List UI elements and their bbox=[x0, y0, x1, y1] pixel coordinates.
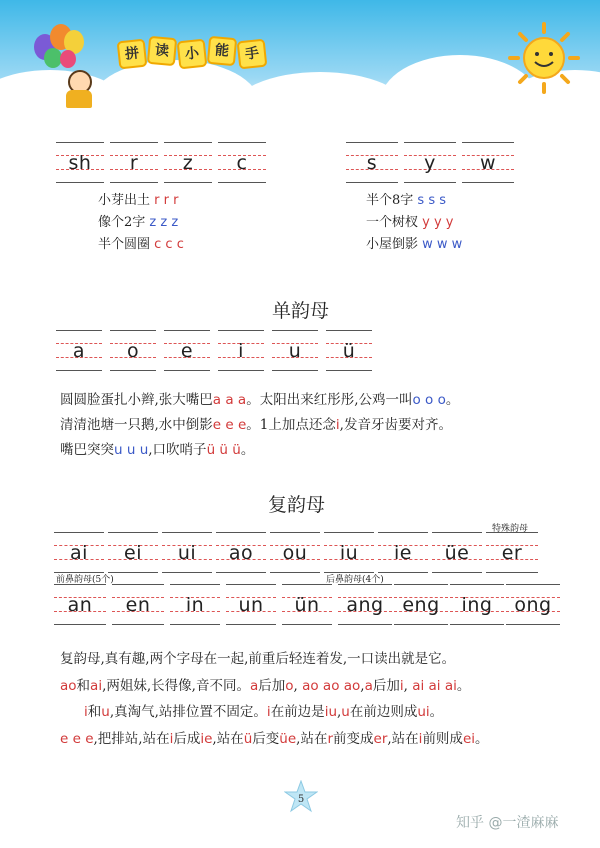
pinyin-text: i bbox=[238, 340, 244, 362]
pinyin-cell bbox=[450, 584, 504, 628]
pinyin-cell bbox=[326, 330, 372, 374]
rhyme-text: , bbox=[293, 677, 303, 694]
pinyin-text: ong bbox=[514, 594, 552, 616]
pinyin-cell bbox=[218, 330, 264, 374]
section-title-compound-finals: 复韵母 bbox=[268, 494, 326, 516]
girl-illustration bbox=[60, 70, 100, 110]
pinyin-text: s bbox=[366, 152, 378, 174]
pinyin-highlight: ao bbox=[60, 677, 77, 694]
page-number: 5 bbox=[297, 794, 305, 805]
rhyme-line bbox=[366, 190, 462, 212]
rhyme-line bbox=[98, 234, 184, 256]
section-title-simple-finals: 单韵母 bbox=[272, 300, 330, 322]
pinyin-text: c bbox=[236, 152, 248, 174]
rhyme-text: ,口吹哨子 bbox=[148, 442, 207, 458]
title-badge bbox=[118, 40, 266, 68]
pinyin-cell bbox=[346, 142, 398, 186]
rhyme-line bbox=[60, 699, 489, 726]
rhyme-text: 小芽出土 bbox=[98, 193, 151, 208]
pinyin-highlight: ei bbox=[462, 730, 475, 747]
title-char: 拼 bbox=[117, 39, 148, 70]
rhyme-text: 和 bbox=[76, 677, 91, 694]
pinyin-text: y bbox=[424, 152, 436, 174]
pinyin-cell bbox=[54, 584, 106, 628]
pinyin-cell bbox=[404, 142, 456, 186]
rhyme-line bbox=[60, 413, 459, 438]
pinyin-highlight: iu bbox=[324, 704, 337, 720]
pinyin-highlight: ü ü ü bbox=[206, 442, 241, 458]
rhyme-text: ,真淘气,站排位置不固定。 bbox=[109, 704, 267, 720]
pinyin-cell bbox=[164, 330, 210, 374]
watermark-text: 知乎 @一渣麻麻 bbox=[456, 815, 559, 831]
pinyin-cell bbox=[432, 532, 482, 576]
rhyme-text: 后变 bbox=[252, 730, 280, 747]
pinyin-text: e bbox=[180, 340, 194, 362]
rhyme-line bbox=[366, 234, 462, 256]
pinyin-cell bbox=[282, 584, 332, 628]
pinyin-cell bbox=[272, 330, 318, 374]
rhyme-text: ,站在 bbox=[212, 730, 244, 747]
rhyme-text: ,发音牙齿要对齐。 bbox=[339, 417, 452, 433]
rhyme-letters: s s s bbox=[417, 193, 447, 208]
pinyin-text: un bbox=[238, 594, 264, 616]
rhyme-line bbox=[366, 212, 462, 234]
rhyme-text: ,把排站,站在 bbox=[93, 730, 170, 747]
sun-icon bbox=[508, 22, 580, 94]
rhyme-letters: w w w bbox=[422, 237, 463, 252]
rhyme-text: 像个2字 bbox=[98, 215, 146, 230]
rhyme-text: 半个8字 bbox=[366, 193, 414, 208]
pinyin-cell bbox=[462, 142, 514, 186]
rhyme-text: 。 bbox=[475, 730, 489, 747]
pinyin-text: u bbox=[288, 340, 302, 362]
rhyme-text: , bbox=[337, 704, 342, 720]
pinyin-text: ie bbox=[394, 542, 412, 564]
front-nasal-label: 前鼻韵母(5个) bbox=[56, 575, 114, 585]
rhyme-text: 。 bbox=[456, 677, 471, 694]
pinyin-cell bbox=[110, 330, 156, 374]
pinyin-highlight: a bbox=[249, 677, 259, 694]
pinyin-highlight: ai bbox=[90, 677, 103, 694]
compound-finals-grid bbox=[54, 532, 538, 576]
consonant-rhymes-left bbox=[98, 190, 184, 256]
pinyin-cell bbox=[56, 142, 104, 186]
rhyme-text: 前则成 bbox=[422, 730, 463, 747]
consonant-rhymes-right bbox=[366, 190, 462, 256]
pinyin-highlight: er bbox=[373, 730, 388, 747]
pinyin-text: a bbox=[72, 340, 86, 362]
pinyin-highlight: o o o bbox=[412, 392, 446, 408]
pinyin-text: an bbox=[67, 594, 93, 616]
rhyme-text: ,站在 bbox=[296, 730, 328, 747]
consonant-grid-left bbox=[56, 142, 266, 186]
rhyme-line bbox=[60, 438, 459, 463]
pinyin-text: iu bbox=[339, 542, 359, 564]
rhyme-text: 半个圆圈 bbox=[98, 237, 151, 252]
pinyin-text: o bbox=[126, 340, 140, 362]
rhyme-text: 。 bbox=[445, 392, 460, 408]
pinyin-cell bbox=[394, 584, 448, 628]
pinyin-text: ün bbox=[294, 594, 320, 616]
pinyin-cell bbox=[164, 142, 212, 186]
pinyin-highlight: ü bbox=[243, 730, 253, 747]
pinyin-highlight: üe bbox=[279, 730, 297, 747]
rhyme-text: 在前边是 bbox=[270, 704, 325, 720]
title-char: 能 bbox=[207, 36, 237, 66]
rhyme-text: 一个树杈 bbox=[366, 215, 419, 230]
rhyme-letters: c c c bbox=[154, 237, 184, 252]
pinyin-cell bbox=[108, 532, 158, 576]
pinyin-highlight: o bbox=[285, 677, 294, 694]
pinyin-text: r bbox=[129, 152, 139, 174]
simple-finals-grid bbox=[56, 330, 372, 374]
rhyme-text: 和 bbox=[87, 704, 102, 720]
pinyin-text: ang bbox=[346, 594, 384, 616]
special-finals-label: 特殊韵母 bbox=[492, 524, 529, 534]
pinyin-text: ei bbox=[124, 542, 142, 564]
pinyin-text: üe bbox=[444, 542, 470, 564]
rhyme-text: 在前边则成 bbox=[349, 704, 418, 720]
pinyin-highlight: e e e bbox=[60, 730, 94, 747]
pinyin-cell bbox=[162, 532, 212, 576]
rhyme-text: 圆圆脸蛋扎小辫,张大嘴巴 bbox=[60, 392, 213, 408]
pinyin-highlight: i bbox=[335, 417, 340, 433]
pinyin-highlight: ui bbox=[417, 704, 430, 720]
rhyme-text: 前变成 bbox=[333, 730, 374, 747]
pinyin-text: ing bbox=[461, 594, 493, 616]
title-char: 手 bbox=[237, 39, 268, 70]
rhyme-text: 。1上加点还念 bbox=[246, 417, 336, 433]
title-char: 读 bbox=[147, 36, 177, 66]
pinyin-text: ao bbox=[228, 542, 254, 564]
rhyme-text: 小屋倒影 bbox=[366, 237, 419, 252]
pinyin-cell bbox=[56, 330, 102, 374]
pinyin-highlight: ie bbox=[200, 730, 213, 747]
rhyme-letters: z z z bbox=[149, 215, 179, 230]
rhyme-text: 后加 bbox=[258, 677, 286, 694]
page-header bbox=[0, 0, 600, 110]
pinyin-cell bbox=[270, 532, 320, 576]
rhyme-text: 。太阳出来红彤彤,公鸡一叫 bbox=[246, 392, 413, 408]
pinyin-cell bbox=[112, 584, 164, 628]
simple-finals-rhyme bbox=[60, 388, 459, 463]
rhyme-line bbox=[60, 673, 489, 700]
pinyin-highlight: i bbox=[418, 730, 423, 747]
rhyme-text: , bbox=[403, 677, 413, 694]
pinyin-text: eng bbox=[402, 594, 440, 616]
pinyin-cell bbox=[170, 584, 220, 628]
pinyin-highlight: i bbox=[266, 704, 271, 720]
pinyin-cell bbox=[226, 584, 276, 628]
pinyin-cell bbox=[216, 532, 266, 576]
pinyin-cell bbox=[506, 584, 560, 628]
rhyme-text: 后加 bbox=[372, 677, 400, 694]
pinyin-text: en bbox=[125, 594, 151, 616]
rhyme-text: 复韵母,真有趣,两个字母在一起,前重后轻连着发,一口读出就是它。 bbox=[60, 651, 456, 667]
rhyme-line bbox=[60, 726, 489, 753]
pinyin-highlight: u u u bbox=[114, 442, 149, 458]
pinyin-cell bbox=[486, 532, 538, 576]
page-number-star-icon bbox=[284, 780, 318, 814]
rhyme-text: ,两姐妹,长得像,音不同。 bbox=[102, 677, 250, 694]
pinyin-highlight: ai ai ai bbox=[412, 677, 457, 694]
pinyin-cell bbox=[338, 584, 392, 628]
pinyin-cell bbox=[324, 532, 374, 576]
pinyin-highlight: u bbox=[101, 704, 110, 720]
pinyin-highlight: a bbox=[364, 677, 373, 694]
back-nasal-label: 后鼻韵母(4个) bbox=[326, 575, 384, 585]
compound-finals-rhyme bbox=[60, 646, 489, 752]
rhyme-text: 。 bbox=[240, 442, 255, 458]
rhyme-line bbox=[98, 190, 184, 212]
rhyme-letters: r r r bbox=[154, 193, 179, 208]
pinyin-cell bbox=[378, 532, 428, 576]
pinyin-highlight: r bbox=[327, 730, 334, 747]
pinyin-highlight: i bbox=[84, 704, 88, 720]
pinyin-text: ui bbox=[177, 542, 197, 564]
title-char: 小 bbox=[177, 39, 208, 70]
pinyin-text: w bbox=[479, 152, 497, 174]
rhyme-text: , bbox=[360, 677, 365, 694]
pinyin-highlight: u bbox=[341, 704, 350, 720]
rhyme-line bbox=[98, 212, 184, 234]
pinyin-highlight: i bbox=[169, 730, 174, 747]
pinyin-cell bbox=[218, 142, 266, 186]
rhyme-line bbox=[60, 646, 489, 673]
rhyme-letters: y y y bbox=[422, 215, 454, 230]
pinyin-text: ou bbox=[282, 542, 308, 564]
pinyin-text: ai bbox=[70, 542, 88, 564]
consonant-grid-right bbox=[346, 142, 514, 186]
rhyme-text: 后成 bbox=[173, 730, 201, 747]
rhyme-text: 。 bbox=[429, 704, 444, 720]
pinyin-text: z bbox=[182, 152, 194, 174]
pinyin-text: ü bbox=[342, 340, 356, 362]
rhyme-line bbox=[60, 388, 459, 413]
rhyme-text: 嘴巴突突 bbox=[60, 442, 114, 458]
pinyin-highlight: ao ao ao bbox=[302, 677, 361, 694]
pinyin-text: er bbox=[501, 542, 523, 564]
pinyin-highlight: a a a bbox=[212, 392, 247, 408]
rhyme-text: ,站在 bbox=[387, 730, 419, 747]
pinyin-text: in bbox=[185, 594, 205, 616]
rhyme-text: 清清池塘一只鹅,水中倒影 bbox=[60, 417, 213, 433]
pinyin-text: sh bbox=[68, 152, 92, 174]
pinyin-cell bbox=[54, 532, 104, 576]
nasal-finals-grid bbox=[54, 584, 560, 628]
pinyin-cell bbox=[110, 142, 158, 186]
pinyin-highlight: e e e bbox=[212, 417, 247, 433]
pinyin-highlight: i bbox=[399, 677, 404, 694]
